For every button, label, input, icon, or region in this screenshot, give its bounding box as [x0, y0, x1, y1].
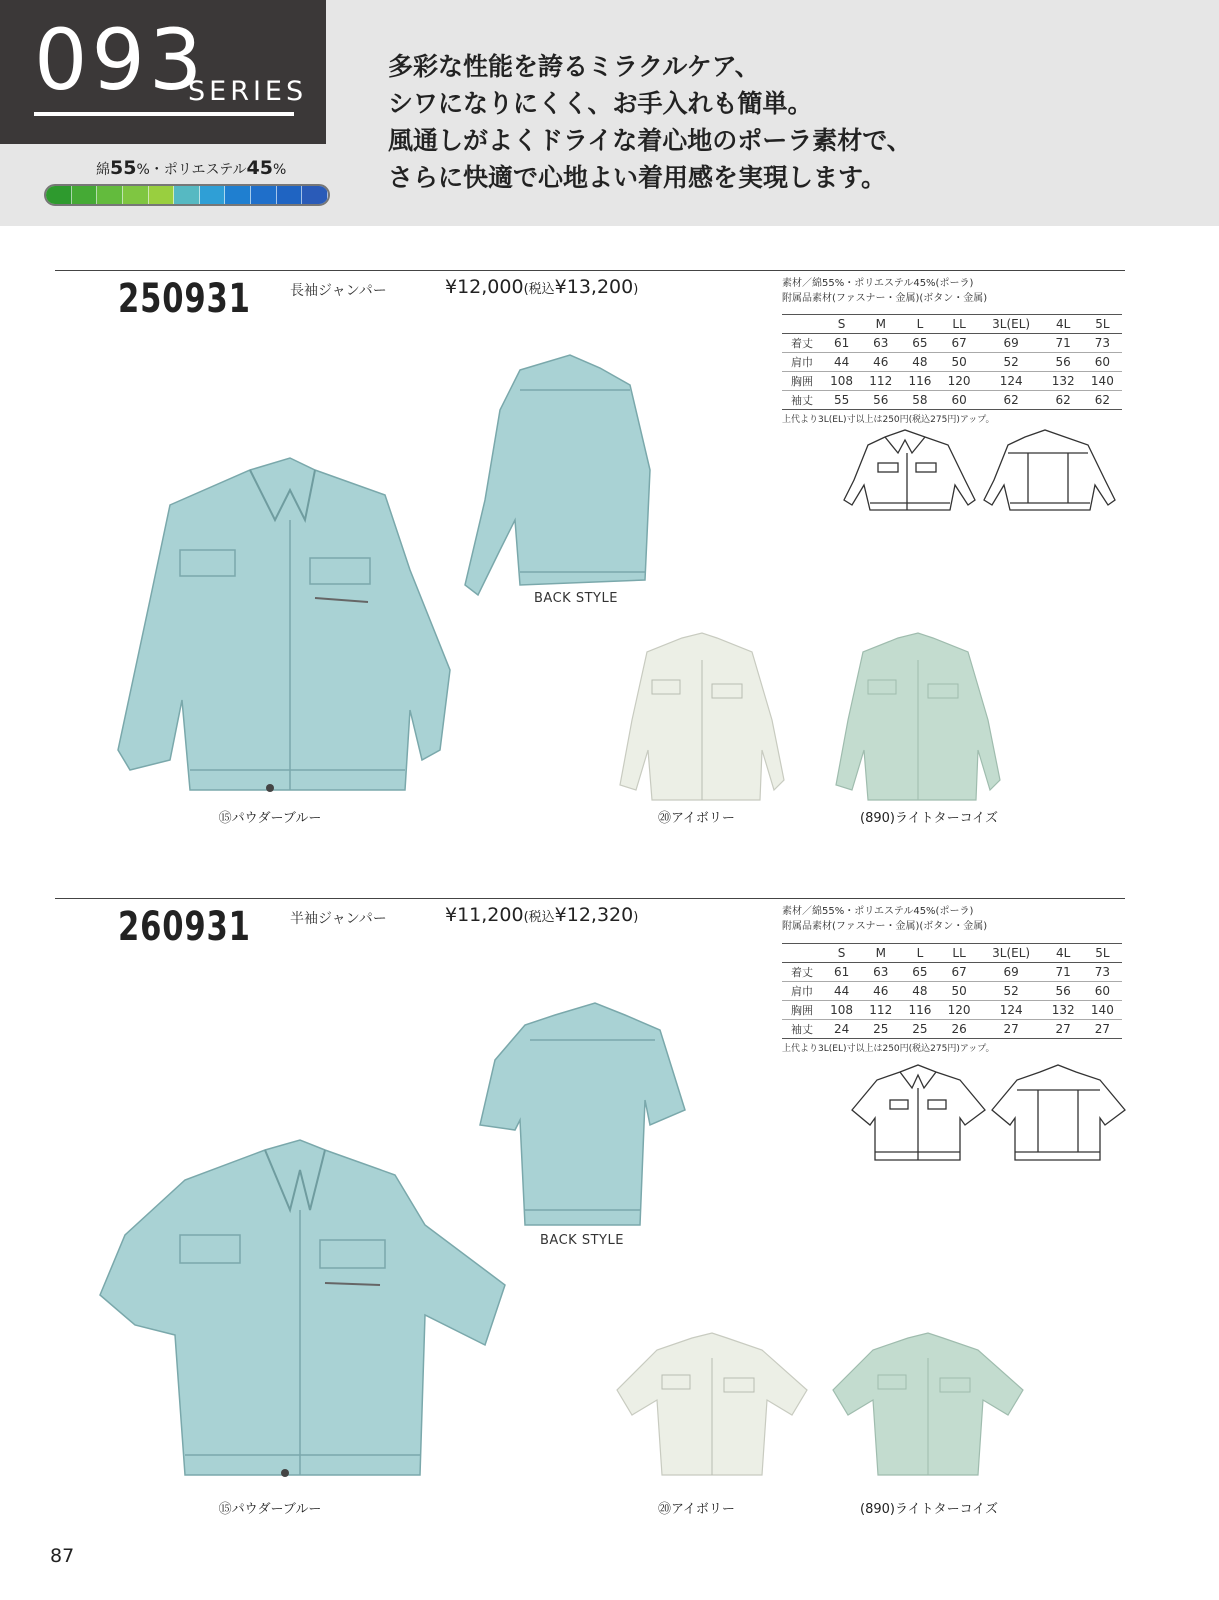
size-cell: 58: [900, 391, 939, 410]
size-header: M: [861, 315, 900, 334]
size-cell: 60: [1083, 353, 1122, 372]
size-cell: 108: [822, 372, 861, 391]
jacket-body: [100, 1140, 505, 1475]
page-number: 87: [50, 1545, 75, 1567]
size-header: M: [861, 944, 900, 963]
row-label: 胸囲: [782, 1001, 822, 1020]
product-name: 半袖ジャンパー: [290, 911, 387, 927]
ratio-bar-segment: [46, 186, 72, 204]
size-cell: 46: [861, 353, 900, 372]
series-word: SERIES: [188, 76, 308, 107]
material-spec: [782, 276, 987, 306]
size-cell: 73: [1083, 963, 1122, 982]
size-cell: 25: [861, 1020, 900, 1039]
polyester-percent: 45: [246, 157, 273, 179]
row-label: 袖丈: [782, 391, 822, 410]
size-row: [782, 391, 1122, 410]
size-header: 3L(EL): [979, 315, 1044, 334]
ratio-bar-segment: [302, 186, 328, 204]
size-cell: 27: [979, 1020, 1044, 1039]
size-table: [782, 943, 1122, 1039]
size-header: 4L: [1044, 944, 1083, 963]
product-code: 250931: [118, 276, 251, 322]
size-header: L: [900, 315, 939, 334]
size-header: 3L(EL): [979, 944, 1044, 963]
series-title-block: [0, 0, 326, 144]
size-cell: 52: [979, 353, 1044, 372]
size-cell: 71: [1044, 963, 1083, 982]
size-cell: 27: [1044, 1020, 1083, 1039]
size-cell: 140: [1083, 372, 1122, 391]
size-cell: 65: [900, 963, 939, 982]
row-label: 着丈: [782, 334, 822, 353]
color-label: ⑳アイボリー: [658, 811, 735, 826]
back-drawing: [984, 430, 1115, 510]
size-cell: 27: [1083, 1020, 1122, 1039]
ratio-bar-segment: [97, 186, 123, 204]
row-label: 袖丈: [782, 1020, 822, 1039]
tax-label: (税込: [523, 910, 555, 925]
catch-copy-line-1: 多彩な性能を誇るミラクルケア、: [388, 52, 760, 81]
size-cell: 112: [861, 372, 900, 391]
jacket-photo-ivory: [612, 1330, 812, 1480]
material-ratio-label: [96, 157, 286, 179]
size-cell: 63: [861, 334, 900, 353]
product-code: 260931: [118, 904, 251, 950]
size-row: [782, 963, 1122, 982]
back-style-label: BACK STYLE: [534, 591, 618, 606]
button: [266, 784, 274, 792]
tax-close: ): [633, 282, 639, 297]
size-row: [782, 1020, 1122, 1039]
jacket-photo-back: [460, 350, 680, 600]
series-underline: [34, 112, 294, 116]
price-tax-value: ¥13,200: [554, 276, 634, 298]
size-cell: 24: [822, 1020, 861, 1039]
technical-drawing-front-back: [830, 425, 1130, 525]
size-header: 5L: [1083, 315, 1122, 334]
ratio-bar-segment: [72, 186, 98, 204]
catch-copy: [388, 48, 1188, 196]
jacket-photo-back: [475, 1000, 695, 1230]
size-cell: 50: [940, 982, 979, 1001]
size-cell: 48: [900, 982, 939, 1001]
jacket-photo-ivory: [612, 630, 792, 805]
size-cell: 56: [861, 391, 900, 410]
ratio-bar-segment: [174, 186, 200, 204]
size-cell: 132: [1044, 1001, 1083, 1020]
size-header: S: [822, 944, 861, 963]
front-drawing: [852, 1065, 985, 1160]
row-label: 肩巾: [782, 982, 822, 1001]
size-cell: 60: [940, 391, 979, 410]
series-number: 093: [34, 11, 207, 109]
price-value: ¥11,200: [445, 904, 524, 926]
size-cell: 48: [900, 353, 939, 372]
back-drawing: [992, 1065, 1125, 1160]
size-cell: 116: [900, 1001, 939, 1020]
jacket-back-body: [465, 355, 650, 595]
size-cell: 67: [940, 963, 979, 982]
jacket-photo-light-turquoise: [828, 630, 1008, 805]
color-label: ⑮パウダーブルー: [218, 811, 322, 826]
back-style-label: BACK STYLE: [540, 1233, 624, 1248]
size-cell: 60: [1083, 982, 1122, 1001]
polyester-label: %・ポリエステル: [136, 162, 247, 178]
size-row: [782, 1001, 1122, 1020]
jacket-body: [118, 458, 450, 790]
percent-sign: %: [272, 162, 287, 178]
size-cell: 67: [940, 334, 979, 353]
size-header: L: [900, 944, 939, 963]
size-header: LL: [940, 944, 979, 963]
size-cell: 44: [822, 353, 861, 372]
catch-copy-line-4: さらに快適で心地よい着用感を実現します。: [388, 163, 887, 192]
jacket-photo-main: [110, 450, 470, 810]
size-cell: 132: [1044, 372, 1083, 391]
size-cell: 120: [940, 372, 979, 391]
ratio-bar-segment: [225, 186, 251, 204]
size-header-row: [782, 315, 1122, 334]
ratio-bar-segment: [200, 186, 226, 204]
size-cell: 140: [1083, 1001, 1122, 1020]
color-label: ⑮パウダーブルー: [218, 1502, 322, 1517]
catch-copy-line-2: シワになりにくく、お手入れも簡単。: [388, 89, 813, 118]
size-cell: 62: [979, 391, 1044, 410]
product-price: [445, 276, 638, 298]
size-row: [782, 372, 1122, 391]
size-cell: 108: [822, 1001, 861, 1020]
color-label: (890)ライトターコイズ: [860, 811, 999, 826]
size-cell: 26: [940, 1020, 979, 1039]
row-label: 胸囲: [782, 372, 822, 391]
size-cell: 73: [1083, 334, 1122, 353]
size-cell: 56: [1044, 982, 1083, 1001]
price-value: ¥12,000: [445, 276, 524, 298]
ratio-bar-segment: [123, 186, 149, 204]
size-cell: 63: [861, 963, 900, 982]
material-text: 素材／綿55%・ポリエステル45%(ポーラ): [782, 278, 974, 289]
technical-drawing-front-back: [850, 1060, 1130, 1170]
size-cell: 124: [979, 372, 1044, 391]
product-name: 長袖ジャンパー: [290, 283, 387, 299]
size-cell: 25: [900, 1020, 939, 1039]
size-cell: 56: [1044, 353, 1083, 372]
size-note: 上代より3L(EL)寸以上は250円(税込275円)アップ。: [782, 415, 995, 425]
material-ratio-bar: [44, 184, 330, 206]
size-cell: 44: [822, 982, 861, 1001]
size-cell: 46: [861, 982, 900, 1001]
ratio-bar-segment: [149, 186, 175, 204]
size-cell: 69: [979, 334, 1044, 353]
accessory-text: 附属品素材(ファスナー・金属)(ボタン・金属): [782, 293, 988, 304]
size-header: 5L: [1083, 944, 1122, 963]
price-tax-value: ¥12,320: [554, 904, 634, 926]
size-cell: 120: [940, 1001, 979, 1020]
product-price: [445, 904, 638, 926]
row-label: 肩巾: [782, 353, 822, 372]
tax-close: ): [633, 910, 639, 925]
size-cell: 124: [979, 1001, 1044, 1020]
size-cell: 62: [1083, 391, 1122, 410]
size-row: [782, 334, 1122, 353]
size-header: 4L: [1044, 315, 1083, 334]
size-cell: 55: [822, 391, 861, 410]
size-header-blank: [782, 944, 822, 963]
size-row: [782, 982, 1122, 1001]
size-row: [782, 353, 1122, 372]
size-cell: 61: [822, 334, 861, 353]
size-header: S: [822, 315, 861, 334]
size-cell: 62: [1044, 391, 1083, 410]
size-cell: 69: [979, 963, 1044, 982]
jacket-photo-main: [95, 1135, 515, 1485]
size-header-blank: [782, 315, 822, 334]
size-cell: 50: [940, 353, 979, 372]
size-cell: 52: [979, 982, 1044, 1001]
size-cell: 112: [861, 1001, 900, 1020]
material-text: 素材／綿55%・ポリエステル45%(ポーラ): [782, 906, 974, 917]
size-note: 上代より3L(EL)寸以上は250円(税込275円)アップ。: [782, 1044, 995, 1054]
size-cell: 65: [900, 334, 939, 353]
section-rule: [55, 270, 1125, 271]
jacket-photo-light-turquoise: [828, 1330, 1028, 1480]
size-table: [782, 314, 1122, 410]
size-cell: 116: [900, 372, 939, 391]
row-label: 着丈: [782, 963, 822, 982]
ratio-bar-segment: [251, 186, 277, 204]
size-header-row: [782, 944, 1122, 963]
jacket-back-body: [480, 1003, 685, 1225]
catch-copy-line-3: 風通しがよくドライな着心地のポーラ素材で、: [388, 126, 912, 155]
tax-label: (税込: [523, 282, 555, 297]
size-cell: 71: [1044, 334, 1083, 353]
material-spec: [782, 904, 987, 934]
cotton-percent: 55: [110, 157, 137, 179]
color-label: (890)ライトターコイズ: [860, 1502, 999, 1517]
ratio-bar-segment: [277, 186, 303, 204]
section-rule: [55, 898, 1125, 899]
size-cell: 61: [822, 963, 861, 982]
front-drawing: [844, 430, 975, 510]
button: [281, 1469, 289, 1477]
cotton-label: 綿: [96, 162, 110, 178]
size-header: LL: [940, 315, 979, 334]
accessory-text: 附属品素材(ファスナー・金属)(ボタン・金属): [782, 921, 988, 932]
color-label: ⑳アイボリー: [658, 1502, 735, 1517]
